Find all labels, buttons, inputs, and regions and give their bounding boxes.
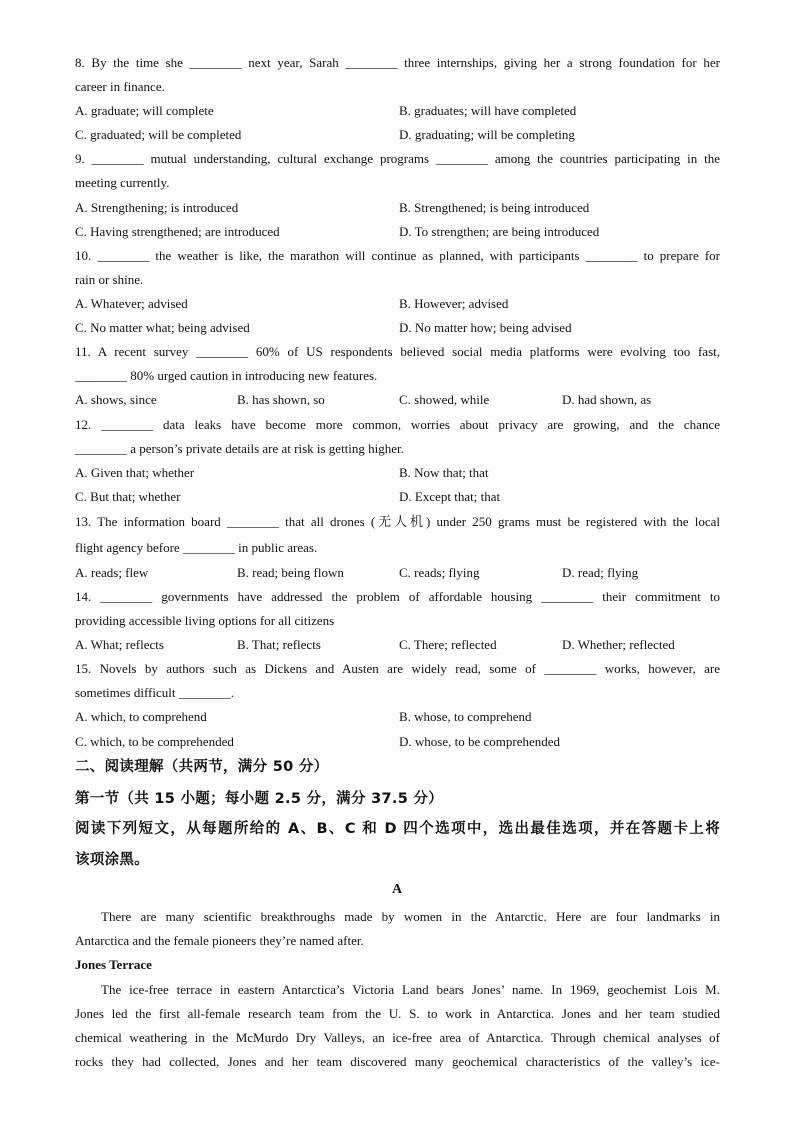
q13-stem-line2: flight agency before ________ in public areas. [75, 540, 318, 555]
q9-option-a: A. Strengthening; is introduced [75, 200, 239, 215]
q9-option-b: B. Strengthened; is being introduced [399, 200, 590, 215]
q8-option-b: B. graduates; will have completed [399, 103, 577, 118]
q10-stem-line1: 10. ________ the weather is like, the marathon will continue as planned, with participants ________ to prepare for [75, 248, 720, 263]
q9-stem-line1: 9. ________ mutual understanding, cultural exchange programs ________ among the countries participating in the [75, 151, 720, 166]
q9-stem-line2: meeting currently. [75, 175, 170, 190]
q14-stem-line1: 14. ________ governments have addressed the problem of affordable housing ________ their commitment to [75, 589, 720, 604]
passage-heading: Jones Terrace [75, 957, 152, 972]
q10-stem-line2: rain or shine. [75, 272, 144, 287]
q13-option-a: A. reads; flew [75, 565, 149, 580]
q10-option-d: D. No matter how; being advised [399, 320, 572, 335]
q15-option-a: A. which, to comprehend [75, 709, 207, 724]
q9-option-d: D. To strengthen; are being introduced [399, 224, 600, 239]
q11-stem-line2: ________ 80% urged caution in introducing new features. [75, 368, 378, 383]
q11-option-d: D. had shown, as [562, 392, 652, 407]
q15-stem-line2: sometimes difficult ________. [75, 685, 234, 700]
q12-option-b: B. Now that; that [399, 465, 489, 480]
q12-option-c: C. But that; whether [75, 489, 181, 504]
q15-stem-line1: 15. Novels by authors such as Dickens and Austen are widely read, some of ________ works, however, are [75, 661, 720, 676]
q14-option-c: C. There; reflected [399, 637, 497, 652]
q8-option-d: D. graduating; will be completing [399, 127, 575, 142]
passage-paragraph-line2: Jones led the first all-female research team from the U. S. to work in Antarctica. Jones and her team studied [75, 1006, 720, 1021]
q13-option-b: B. read; being flown [237, 565, 344, 580]
q12-option-a: A. Given that; whether [75, 465, 195, 480]
q14-stem-line2: providing accessible living options for all citizens [75, 613, 335, 628]
q11-option-b: B. has shown, so [237, 392, 325, 407]
q10-option-b: B. However; advised [399, 296, 509, 311]
section-title: 二、阅读理解（共两节，满分 50 分） [75, 759, 329, 775]
q13-option-c: C. reads; flying [399, 565, 480, 580]
q11-option-a: A. shows, since [75, 392, 157, 407]
q15-option-c: C. which, to be comprehended [75, 734, 234, 749]
q15-option-d: D. whose, to be comprehended [399, 734, 561, 749]
passage-intro-line2: Antarctica and the female pioneers they’re named after. [75, 933, 364, 948]
q11-stem-line1: 11. A recent survey ________ 60% of US respondents believed social media platforms were evolving too fast, [75, 344, 720, 359]
passage-paragraph-line3: chemical weathering in the McMurdo Dry Valleys, an ice-free area of Antarctica. Through chemical analyses of [75, 1030, 720, 1045]
q14-option-a: A. What; reflects [75, 637, 164, 652]
q8-stem-line2: career in finance. [75, 79, 165, 94]
q14-option-b: B. That; reflects [237, 637, 321, 652]
q8-option-a: A. graduate; will complete [75, 103, 214, 118]
q15-option-b: B. whose, to comprehend [399, 709, 532, 724]
instructions-line1: 阅读下列短文，从每题所给的 A、B、C 和 D 四个选项中，选出最佳选项，并在答题卡上将 [75, 821, 720, 837]
q12-option-d: D. Except that; that [399, 489, 501, 504]
q11-option-c: C. showed, while [399, 392, 490, 407]
q12-stem-line2: ________ a person’s private details are at risk is getting higher. [75, 441, 404, 456]
q8-option-c: C. graduated; will be completed [75, 127, 242, 142]
q13-stem-line1: 13. The information board ________ that all drones (无人机) under 250 grams must be registered with the local [75, 514, 720, 529]
q10-option-c: C. No matter what; being advised [75, 320, 250, 335]
q12-stem-line1: 12. ________ data leaks have become more common, worries about privacy are growing, and the chance [75, 417, 720, 432]
q13-option-d: D. read; flying [562, 565, 639, 580]
q8-stem-line1: 8. By the time she ________ next year, Sarah ________ three internships, giving her a strong foundation for her [75, 55, 720, 70]
passage-paragraph-line1: The ice-free terrace in eastern Antarctica’s Victoria Land bears Jones’ name. In 1969, geochemist Lois M. [101, 982, 720, 997]
q9-option-c: C. Having strengthened; are introduced [75, 224, 280, 239]
instructions-line2: 该项涂黑。 [75, 852, 149, 868]
passage-intro-line1: There are many scientific breakthroughs made by women in the Antarctic. Here are four landmarks in [101, 909, 720, 924]
q14-option-d: D. Whether; reflected [562, 637, 675, 652]
passage-label: A [391, 882, 403, 897]
part-title: 第一节（共 15 小题；每小题 2.5 分，满分 37.5 分） [75, 791, 444, 807]
q10-option-a: A. Whatever; advised [75, 296, 188, 311]
passage-paragraph-line4: rocks they had collected, Jones and her team discovered many geochemical characteristics of the valley’s ice- [75, 1054, 720, 1069]
